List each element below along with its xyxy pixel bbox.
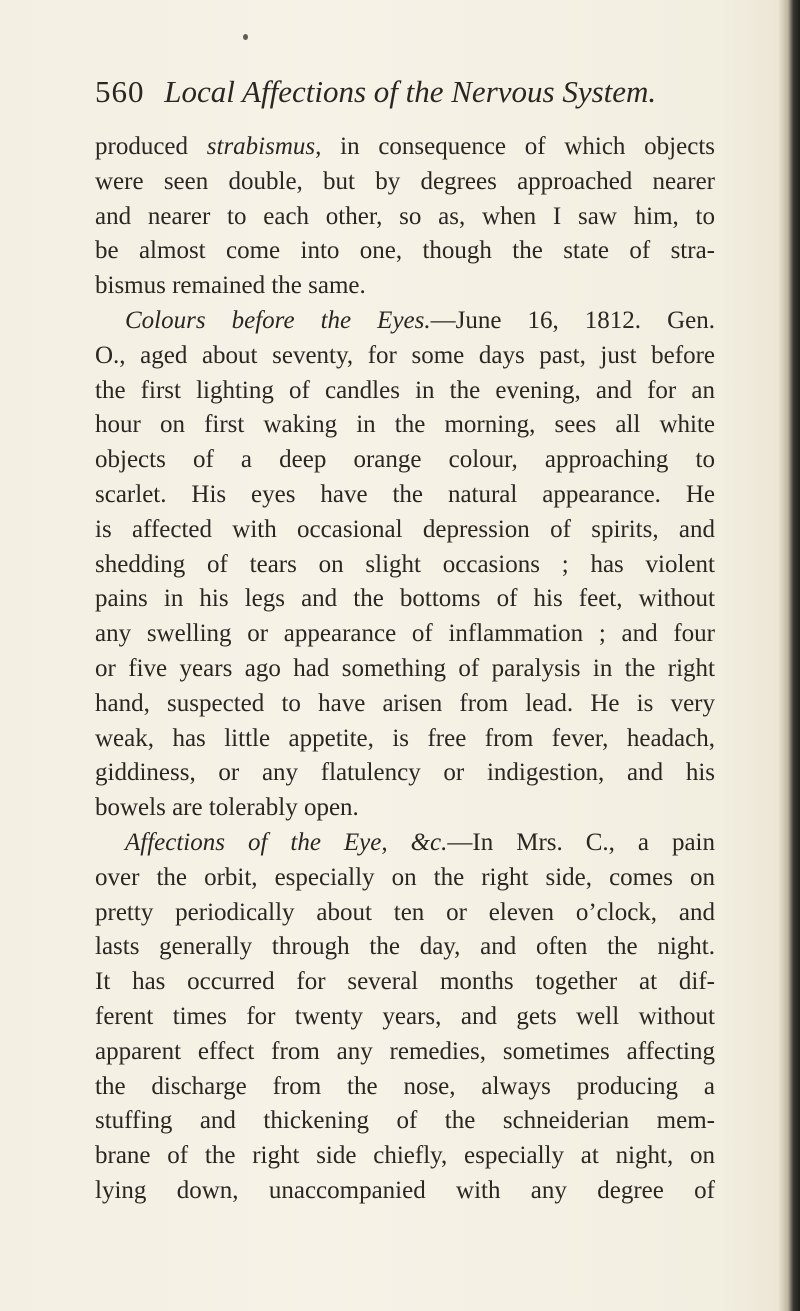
section-heading: Colours before the Eyes. xyxy=(125,306,431,334)
text-line: is affected with occasional depression of spirits, and xyxy=(95,515,715,543)
running-head xyxy=(95,72,735,112)
text-line: pretty periodically about ten or eleven o’clock, and xyxy=(95,898,715,926)
text-line: lying down, unaccompanied with any degree of xyxy=(95,1176,715,1204)
text-line: giddiness, or any flatulency or indigestion, and his xyxy=(95,759,715,787)
text-line: over the orbit, especially on the right side, comes on xyxy=(95,863,715,891)
text-line: stuffing and thickening of the schneiderian mem- xyxy=(95,1107,715,1135)
text-line: hand, suspected to have arisen from lead. He is very xyxy=(95,689,715,717)
text-line: were seen double, but by degrees approached nearer xyxy=(95,167,715,195)
text-line: objects of a deep orange colour, approaching to xyxy=(95,446,715,474)
body-text xyxy=(95,130,715,1209)
text-line: pains in his legs and the bottoms of his feet, without xyxy=(95,585,715,613)
text-line: bismus remained the same. xyxy=(95,272,366,300)
text-line: bowels are tolerably open. xyxy=(95,794,359,822)
text-line: or five years ago had something of paralysis in the right xyxy=(95,654,715,682)
section-heading-line: Colours before the Eyes.—June 16, 1812. Gen. xyxy=(125,306,715,334)
page-number: 560 xyxy=(95,74,145,109)
text-line: and nearer to each other, so as, when I saw him, to xyxy=(95,202,715,230)
text-line: scarlet. His eyes have the natural appearance. He xyxy=(95,480,715,508)
text-line: the first lighting of candles in the evening, and for an xyxy=(95,376,715,404)
text-line: any swelling or appearance of inflammation ; and four xyxy=(95,620,715,648)
text-line: ferent times for twenty years, and gets well without xyxy=(95,1002,715,1030)
text-line: O., aged about seventy, for some days past, just before xyxy=(95,341,715,369)
section-heading: Affections of the Eye, &c. xyxy=(125,828,448,856)
text-line: the discharge from the nose, always producing a xyxy=(95,1072,715,1100)
text-line: produced strabismus, in consequence of which objects xyxy=(95,133,715,160)
text-line: apparent effect from any remedies, sometimes affecting xyxy=(95,1037,715,1065)
text-line: lasts generally through the day, and often the night. xyxy=(95,933,715,961)
section-heading-line: Affections of the Eye, &c.—In Mrs. C., a pain xyxy=(125,828,716,856)
text-line: be almost come into one, though the state of stra- xyxy=(95,237,715,265)
text-line: shedding of tears on slight occasions ; has violent xyxy=(95,550,715,578)
ink-speck xyxy=(243,34,248,40)
text-line: weak, has little appetite, is free from fever, headach, xyxy=(95,724,715,752)
italic-term: strabismus, xyxy=(206,133,322,160)
text-line: brane of the right side chiefly, especially at night, on xyxy=(95,1142,715,1170)
running-title: Local Affections of the Nervous System. xyxy=(164,74,657,109)
page-edge-shadow xyxy=(778,0,800,1311)
text-line: It has occurred for several months together at dif- xyxy=(95,968,715,996)
text-line: hour on first waking in the morning, sees all white xyxy=(95,411,715,439)
